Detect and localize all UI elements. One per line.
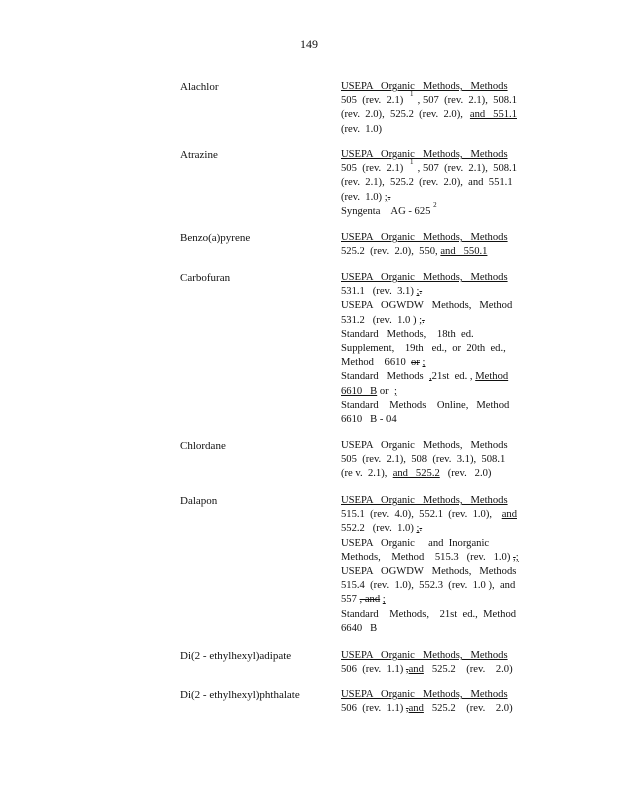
method-text: Standard Methods, 21st ed., Method <box>341 608 517 620</box>
method-text: 525.2 (rev. 2.0), 550, <box>341 246 441 258</box>
approved-methods <box>341 439 517 482</box>
method-text: ; <box>422 357 426 369</box>
method-text: Standard Methods, 18th ed. <box>341 328 474 340</box>
method-text: USEPA Organic Methods, Methods <box>341 81 508 92</box>
method-text: 531.1 (rev. 3.1) <box>341 286 417 298</box>
method-line <box>341 356 517 370</box>
contaminant-name: Atrazine <box>180 149 218 161</box>
method-text: , 507 (rev. 2.1), 508.1 <box>417 163 517 175</box>
method-line <box>341 537 517 551</box>
method-text: 6610 B <box>341 385 378 397</box>
approved-methods <box>341 688 517 716</box>
method-line <box>341 551 517 565</box>
method-text: (rev. 1.0) <box>341 191 385 203</box>
method-text: 506 (rev. 1.1) <box>341 703 406 715</box>
method-line <box>341 439 517 453</box>
method-text: 506 (rev. 1.1) <box>341 664 406 676</box>
method-text: 21st ed. , <box>431 371 476 383</box>
method-text: , <box>405 664 409 676</box>
contaminant-name: Dalapon <box>180 495 218 507</box>
method-line <box>341 508 517 522</box>
contaminant-name: Carbofuran <box>180 272 231 284</box>
method-text: ; <box>416 286 420 298</box>
method-line <box>341 314 517 328</box>
method-text: USEPA Organic Methods, Methods <box>341 440 508 451</box>
method-line <box>341 593 517 607</box>
method-line <box>341 176 517 190</box>
method-text: USEPA Organic Methods, Methods <box>341 272 508 283</box>
method-text: Supplement, 19th ed., or 20th ed., <box>341 343 506 355</box>
method-text: USEPA Organic Methods, Methods <box>341 689 508 700</box>
method-text: and <box>408 664 424 676</box>
approved-methods <box>341 494 517 636</box>
method-line <box>341 148 517 162</box>
method-line <box>341 579 517 593</box>
method-text: , and <box>359 594 381 606</box>
approved-methods <box>341 271 517 427</box>
method-text: USEPA Organic Methods, Methods <box>341 650 508 661</box>
method-text: . <box>419 286 423 298</box>
method-line <box>341 299 517 313</box>
method-line <box>341 191 517 205</box>
method-line <box>341 370 517 384</box>
method-text: USEPA OGWDW Methods, Method <box>341 300 513 312</box>
method-text: 6610 B - 04 <box>341 414 397 426</box>
method-text: ; <box>382 594 386 606</box>
method-line <box>341 663 517 677</box>
footnote-marker: 2 <box>433 200 437 209</box>
method-text: USEPA Organic Methods, Methods <box>341 495 508 506</box>
contaminant-name: Benzo(a)pyrene <box>180 232 251 244</box>
approved-methods <box>341 148 517 219</box>
method-text: 531.2 (rev. 1.0 ) <box>341 314 420 326</box>
method-line <box>341 413 517 427</box>
method-text: 552.2 (rev. 1.0) <box>341 523 417 535</box>
method-line <box>341 649 517 663</box>
method-text: Method <box>475 371 509 383</box>
method-text: 505 (rev. 2.1) <box>341 95 406 107</box>
footnote-marker: 1 <box>410 158 414 167</box>
method-text: and <box>408 703 424 715</box>
method-text: USEPA OGWDW Methods, Methods <box>341 566 517 578</box>
method-line <box>341 467 517 481</box>
method-line <box>341 385 517 399</box>
method-text: (rev. 1.0) <box>341 123 383 135</box>
method-text: (rev. 2.0), 525.2 (rev. 2.0), <box>341 109 469 121</box>
method-text: . <box>387 191 391 203</box>
method-text: Methods, Method 515.3 (rev. 1.0) <box>341 551 514 563</box>
method-text: and 551.1 <box>469 109 517 121</box>
method-text: ; <box>419 314 423 326</box>
method-text: . <box>419 523 423 535</box>
method-text: 515.4 (rev. 1.0), 552.3 (rev. 1.0 ), and <box>341 580 516 592</box>
method-line <box>341 285 517 299</box>
method-line <box>341 342 517 356</box>
approved-methods <box>341 80 517 137</box>
method-line <box>341 231 517 245</box>
method-text: Standard Methods <box>341 371 429 383</box>
method-line <box>341 608 517 622</box>
method-line <box>341 328 517 342</box>
method-line <box>341 80 517 94</box>
contaminant-name: Alachlor <box>180 81 219 93</box>
approved-methods <box>341 649 517 677</box>
method-line <box>341 702 517 716</box>
method-line <box>341 399 517 413</box>
method-text: , <box>513 551 516 563</box>
method-text: ; <box>515 551 519 563</box>
method-line <box>341 494 517 508</box>
approved-methods <box>341 231 517 259</box>
method-line <box>341 565 517 579</box>
method-line <box>341 245 517 259</box>
method-text: 525.2 (rev. 2.0) <box>423 703 513 715</box>
method-text: ; <box>393 385 397 397</box>
method-text: 525.2 (rev. 2.0) <box>423 664 513 676</box>
method-line <box>341 522 517 536</box>
page-number: 149 <box>300 37 318 51</box>
method-text: or <box>377 385 394 397</box>
method-line <box>341 200 517 219</box>
method-text: , <box>405 703 409 715</box>
method-text: 505 (rev. 2.1), 508 (rev. 3.1), 508.1 <box>341 454 506 466</box>
method-text: Standard Methods Online, Method <box>341 399 510 411</box>
method-text: 515.1 (rev. 4.0), 552.1 (rev. 1.0), <box>341 509 498 521</box>
method-text: 557 <box>341 594 360 606</box>
method-text: (rev. 2.1), 525.2 (rev. 2.0), and 551.1 <box>341 177 513 189</box>
footnote-marker: 1 <box>410 90 414 99</box>
method-line <box>341 158 517 176</box>
method-line <box>341 90 517 108</box>
contaminant-name: Di(2 - ethylhexyl)phthalate <box>180 689 300 701</box>
method-line <box>341 123 517 137</box>
method-text: USEPA Organic Methods, Methods <box>341 232 508 243</box>
method-text: and 525.2 <box>392 468 440 480</box>
method-text: Syngenta AG - 625 <box>341 205 434 217</box>
method-text: (rev. 2.0) <box>439 468 492 480</box>
method-text: , 507 (rev. 2.1), 508.1 <box>417 95 517 107</box>
method-text: Method 6610 <box>341 357 412 369</box>
method-text: 6640 B <box>341 622 378 634</box>
method-text: ; <box>384 191 388 203</box>
method-line <box>341 271 517 285</box>
method-line <box>341 622 517 636</box>
method-text: . <box>422 314 425 326</box>
method-line <box>341 453 517 467</box>
method-line <box>341 108 517 122</box>
method-text: (re v. 2.1), <box>341 468 393 480</box>
method-text: , <box>428 371 432 383</box>
contaminant-name: Di(2 - ethylhexyl)adipate <box>180 650 292 662</box>
contaminant-name: Chlordane <box>180 440 226 452</box>
method-text: and 550.1 <box>440 246 488 258</box>
method-text: or <box>411 357 420 369</box>
method-text: ; <box>416 523 420 535</box>
method-text: and <box>501 509 517 521</box>
method-text: USEPA Organic Methods, Methods <box>341 149 508 160</box>
method-text: 505 (rev. 2.1) <box>341 163 406 175</box>
method-line <box>341 688 517 702</box>
method-text: USEPA Organic and Inorganic <box>341 537 490 549</box>
